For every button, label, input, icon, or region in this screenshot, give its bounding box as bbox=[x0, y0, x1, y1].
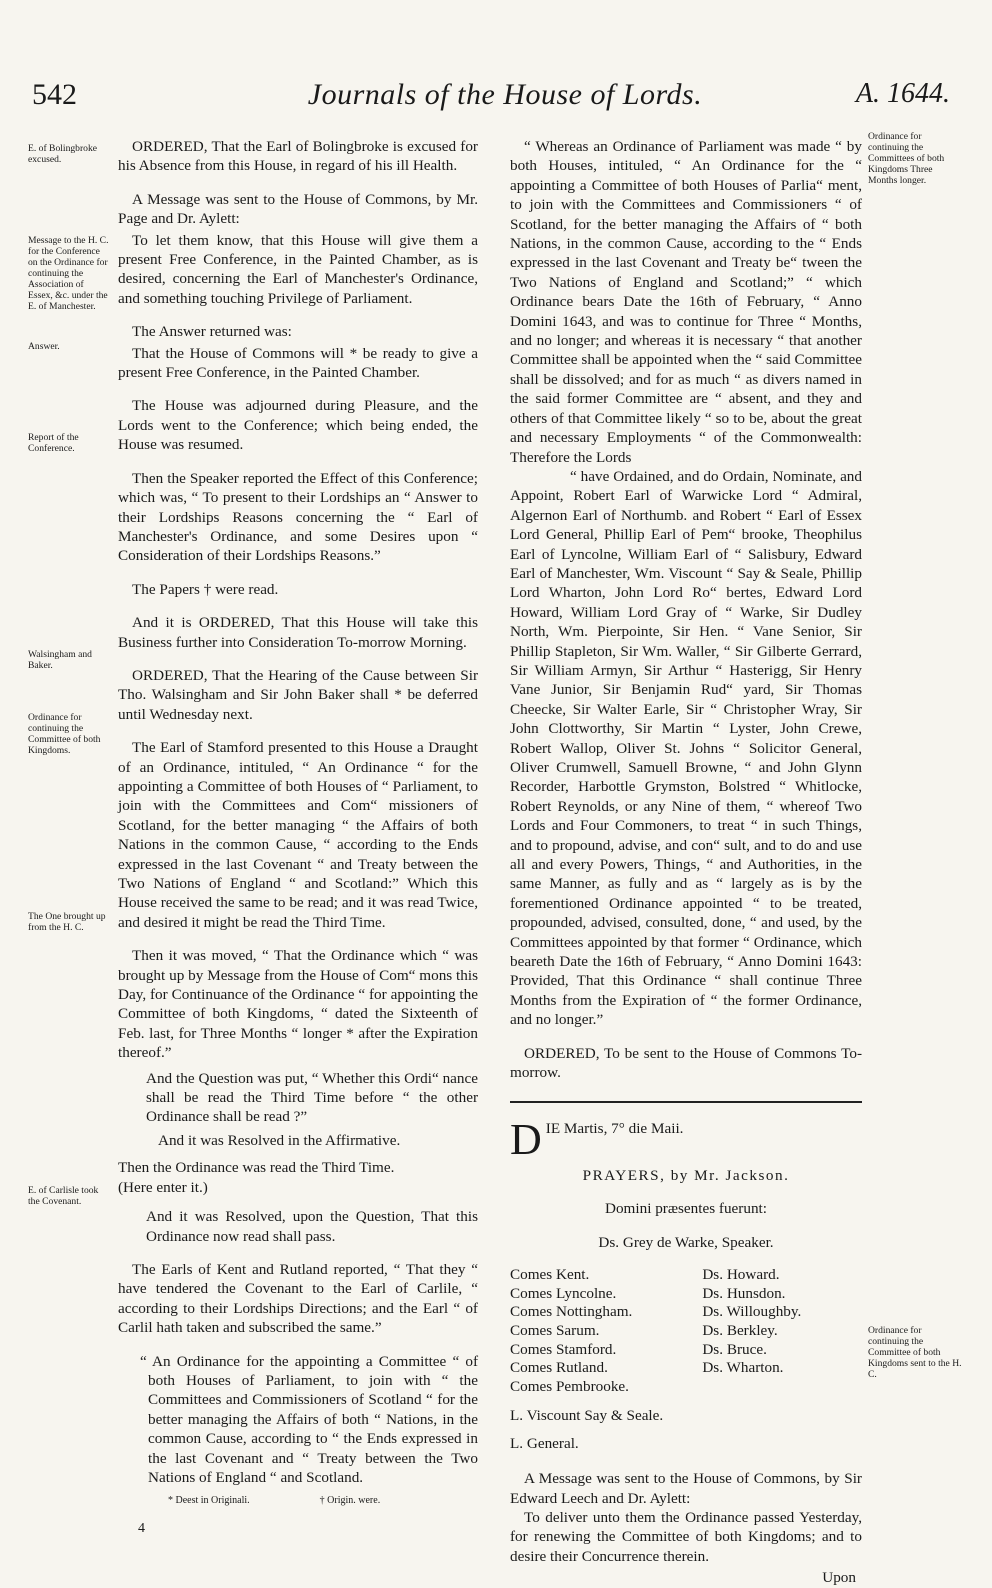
margin-note: Message to the H. C. for the Conference on the Ordinance for continuing the Association of Essex, &c. under the E. of Manchester. bbox=[28, 235, 109, 312]
margin-note: E. of Bolingbroke excused. bbox=[28, 143, 98, 165]
footnotes bbox=[118, 1491, 478, 1510]
list-item: Ds. Berkley. bbox=[702, 1321, 778, 1339]
catchword: Upon bbox=[822, 1569, 856, 1587]
domini-heading: Domini præsentes fuerunt: bbox=[605, 1200, 767, 1218]
attendance-list bbox=[510, 1266, 862, 1396]
paragraph: The Earl of Stamford presented to this House a Draught of an Ordinance, intituled, “ An Ordinance “ for the appointing a Committee of both Houses of “ Parliament, to join with the Committees and Com“ missioners of Scotland, for the better managing “ the Affairs of both Nations in the common Cause, “ according to the Ends expressed in the last Covenant “ and Treaty between the Two Nations of England “ and Scotland:” Which this House received the same to be read; and it was read Twice, and desired it might be read the Third Time. bbox=[118, 739, 478, 931]
paragraph: ORDERED, That the Earl of Bolingbroke is excused for his Absence from this House, in regard of his ill Health. bbox=[118, 138, 478, 175]
margin-note: Answer. bbox=[28, 341, 60, 352]
list-item: Ds. Wharton. bbox=[702, 1359, 784, 1377]
list-item: Ds. Willoughby. bbox=[702, 1303, 802, 1321]
paragraph: That the House of Commons will * be ready to give a present Free Conference, in the Painted Chamber. bbox=[118, 344, 478, 382]
paragraph: And it was Resolved in the Affirmative. bbox=[158, 1131, 401, 1149]
paragraph: And it was Resolved, upon the Question, That this Ordinance now read shall pass. bbox=[146, 1208, 478, 1245]
paragraph: A Message was sent to the House of Commons, by Sir Edward Leech and Dr. Aylett: bbox=[510, 1470, 862, 1507]
margin-note: Walsingham and Baker. bbox=[28, 649, 92, 671]
signature-mark: 4 bbox=[138, 1520, 145, 1536]
page-header bbox=[30, 78, 950, 118]
margin-note: E. of Carlisle took the Covenant. bbox=[28, 1185, 99, 1207]
list-item: Comes Nottingham. bbox=[510, 1303, 633, 1321]
paragraph: The Answer returned was: bbox=[132, 323, 292, 341]
footnote: † Origin. were. bbox=[319, 1495, 381, 1507]
paragraph: A Message was sent to the House of Commons, by Mr. Page and Dr. Aylett: bbox=[118, 190, 478, 228]
paragraph: Then it was moved, “ That the Ordinance which “ was brought up by Message from the House of Com“ mons this Day, for Continuance of the Ordinance “ for appointing the Committee of both Kingdoms, “ dated the Sixteenth of Feb. last, for Three Months “ longer * after the Expiration thereof.” bbox=[118, 947, 478, 1062]
list-item: Ds. Bruce. bbox=[702, 1340, 767, 1358]
paragraph: “ have Ordained, and do Ordain, Nominate, and Appoint, Robert Earl of Warwicke Lord “ Admiral, Algernon Earl of Northumb. and Robert “ Earl of Essex Lord General, Phillip Earl of Pem“ brooke, Theophilus Earl of Lyncolne, William Earl of “ Salisbury, Edward Earl of Manchester, Wm. Viscount “ Say & Seale, Phillip Lord Wharton, John Lord Ro“ bertes, Edward Lord Howard, William Lord Gray of “ Warke, Sir Dudley North, Wm. Pierpointe, Sir Hen. “ Vane Senior, Sir Phillip Stapleton, Sir Wm. Waller, “ Sir Gilberte Gerrard, Sir William Armyn, Sir Arthur “ Hasterigg, Sir Henry Vane Junior, Sir Benjamin Rud“ yard, Sir Thomas Cheecke, Sir Walter Earle, Sir “ Christopher Wray, Sir John Clottworthy, Sir Martin “ Lyster, John Crewe, Robert Wallop, Oliver St. Johns “ Solicitor General, Oliver Crumwell, Samuell Browne, “ and John Glynn Recorder, Harbottle Grymston, Bolstred “ Whitlocke, Robert Reynolds, or any Nine of them, “ whereof Two Lords and Four Commoners, to treat “ in such Things, and to propound, advise, and con“ sult, and to do and use all and every Powers, Things, “ and Authorities, in the same Manner, as fully and as “ largely as is by the forementioned Ordinance appointed “ to be treated, propounded, advised, consulted, done, “ and used, by the Committees appointed by that former “ Ordinance, which beareth Date the 16th of February, “ Anno Domini 1643: Provided, That this Ordinance “ shall continue Three Months from the Expiration of “ the former Ordinance, and no longer.” bbox=[510, 467, 862, 1029]
paragraph: The Earls of Kent and Rutland reported, “ That they “ have tendered the Covenant to the Earl of Carlile, “ according to their Lordships Directions; and the Earl “ of Carlil hath taken and subscribed the same.” bbox=[118, 1260, 478, 1337]
list-item: Comes Stamford. bbox=[510, 1340, 617, 1358]
viscount-line: L. Viscount Say & Seale. bbox=[510, 1407, 664, 1425]
paragraph: The Papers † were read. bbox=[132, 580, 279, 598]
margin-note: Ordinance for continuing the Committee of both Kingdoms. bbox=[28, 712, 101, 756]
paragraph: ORDERED, To be sent to the House of Commons To-morrow. bbox=[510, 1044, 862, 1082]
right-column bbox=[510, 137, 862, 1588]
footnote: * Deest in Originali. bbox=[168, 1495, 250, 1507]
margin-note: Ordinance for continuing the Committee of both Kingdoms sent to the H. C. bbox=[868, 1325, 962, 1380]
paragraph: Then the Speaker reported the Effect of this Conference; which was, “ To present to their Lordships an “ Answer to their Lordships Reasons concerning the “ Earl of Manchester's Ordinance, and some Desires upon “ Consideration of their Lordships Reasons.” bbox=[118, 469, 478, 565]
margin-note: The One brought up from the H. C. bbox=[28, 911, 106, 933]
list-item: Comes Sarum. bbox=[510, 1321, 600, 1339]
prayers-heading: PRAYERS, by Mr. Jackson. bbox=[582, 1166, 790, 1184]
paragraph: And it is ORDERED, That this House will take this Business further into Consideration To-morrow Morning. bbox=[118, 614, 478, 651]
paragraph: “ Whereas an Ordinance of Parliament was made “ by both Houses, intituled, “ An Ordinance for the “ appointing a Committee of both Houses of Parlia“ ment, to join with the Committees and Commissioners “ of Scotland, for the better managing the Affairs of “ both Nations, in the common Cause, according to the “ Ends expressed in the last Covenant and Treaty be“ tween the Two Nations of England and Scotland;” “ which Ordinance bears Date the 16th of February, “ Anno Domini 1643, and was to continue for Three “ Months, and no longer; and whereas it is necessary “ that another Committee shall be appointed when the “ said Committee shall be dissolved; and for as much “ as divers named in the said former Committee are “ absent, and they and others of that Committee likely “ so to be, about the great and necessary Employments “ of the Commonwealth: Therefore the Lords bbox=[510, 138, 862, 466]
year-label: A. 1644. bbox=[855, 78, 950, 109]
date-heading bbox=[510, 1114, 862, 1164]
list-item: Comes Rutland. bbox=[510, 1359, 608, 1377]
list-item: Ds. Hunsdon. bbox=[702, 1284, 786, 1302]
paragraph: And the Question was put, “ Whether this Ordi“ nance shall be read the Third Time before “ the other Ordinance shall be read ?” bbox=[146, 1069, 478, 1126]
ordinance-title: “ An Ordinance for the appointing a Committee “ of both Houses of Parliament, to join with “ the Committees and Commissioners of Scotland “ for the better managing the Affairs of both “ Nations, in the common Cause, according to “ the Ends expressed in the last Covenant and “ Treaty between the Two Nations of England “ and Scotland. bbox=[140, 1352, 478, 1486]
list-item: Comes Lyncolne. bbox=[510, 1284, 617, 1302]
paragraph: ORDERED, That the Hearing of the Cause between Sir Tho. Walsingham and Sir John Baker shall * be deferred until Wednesday next. bbox=[118, 666, 478, 723]
left-column bbox=[118, 137, 478, 1538]
comites-list bbox=[510, 1266, 632, 1396]
speaker-line: Ds. Grey de Warke, Speaker. bbox=[598, 1233, 774, 1251]
paragraph: (Here enter it.) bbox=[118, 1178, 208, 1196]
date-text: IE Martis, 7° die Maii. bbox=[545, 1119, 684, 1137]
general-line: L. General. bbox=[510, 1434, 579, 1452]
margin-note: Ordinance for continuing the Committees of both Kingdoms Three Months longer. bbox=[868, 131, 945, 186]
paragraph: The House was adjourned during Pleasure, and the Lords went to the Conference; which being ended, the House was resumed. bbox=[118, 397, 478, 454]
running-title: Journals of the House of Lords. bbox=[307, 78, 703, 111]
list-item: Ds. Howard. bbox=[702, 1266, 780, 1284]
domini-list bbox=[702, 1266, 801, 1396]
section-divider bbox=[510, 1101, 862, 1103]
list-item: Comes Kent. bbox=[510, 1266, 590, 1284]
page-number: 542 bbox=[32, 78, 77, 111]
margin-note: Report of the Conference. bbox=[28, 432, 79, 454]
drop-cap: D bbox=[510, 1114, 542, 1164]
paragraph: To deliver unto them the Ordinance passed Yesterday, for renewing the Committee of both Kingdoms; and to desire their Concurrence therein. bbox=[510, 1508, 862, 1565]
paragraph: To let them know, that this House will give them a present Free Conference, in the Painted Chamber, as is desired, concerning the Earl of Manchester's Ordinance, and something touching Privilege of Parliament. bbox=[118, 231, 478, 307]
paragraph: Then the Ordinance was read the Third Time. bbox=[118, 1159, 395, 1177]
list-item: Comes Pembrooke. bbox=[510, 1377, 629, 1395]
